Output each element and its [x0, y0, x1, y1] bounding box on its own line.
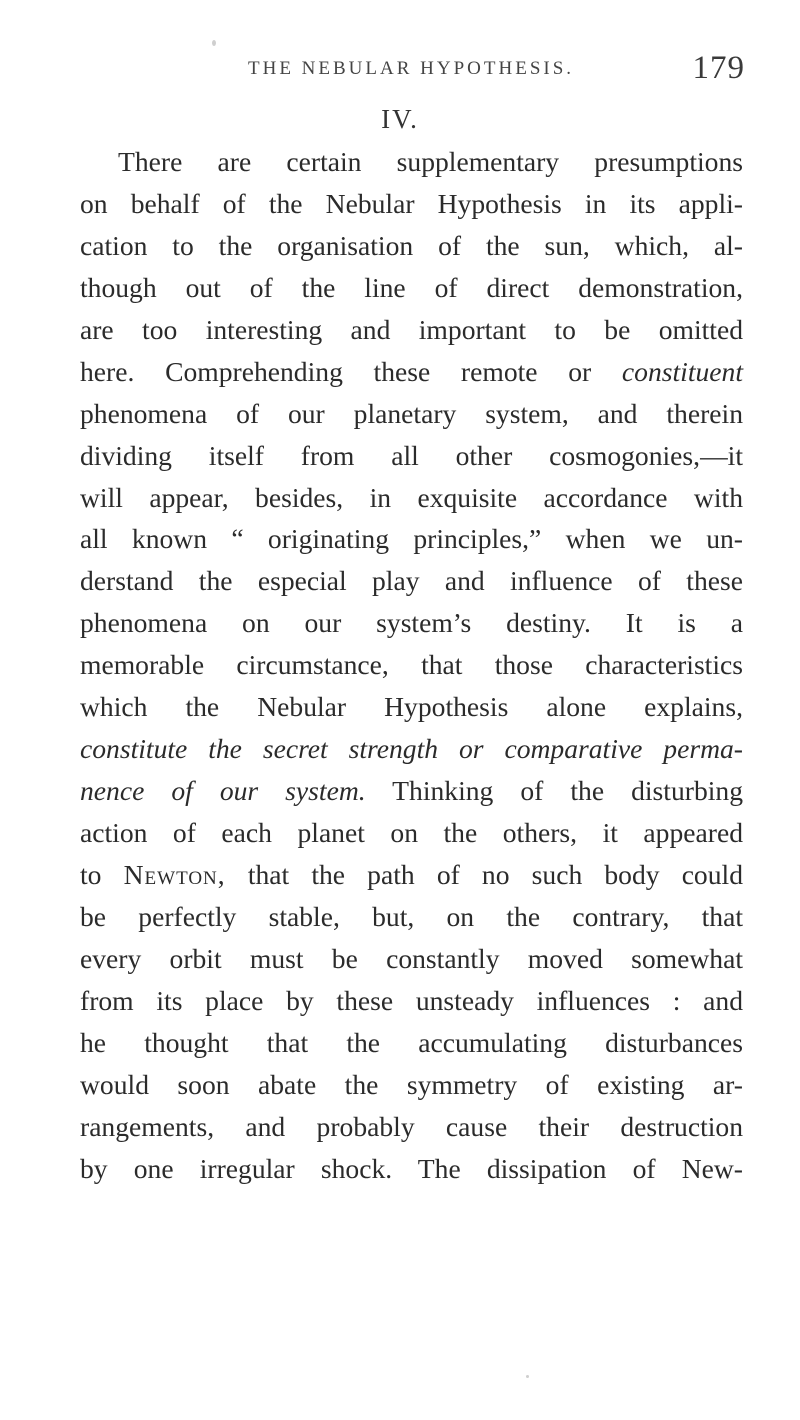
text-line: would soon abate the symmetry of existing ar- [80, 1068, 743, 1100]
paper-speck [526, 1375, 529, 1378]
text-line [80, 770, 743, 812]
text-line: every orbit must be constantly moved somewhat [80, 942, 743, 974]
section-number: IV. [381, 104, 419, 134]
text-segment: here. Comprehending these remote or [80, 355, 592, 387]
text-line: are too interesting and important to be omitted [80, 313, 743, 345]
text-line: all known “ originating principles,” when we un- [80, 523, 743, 555]
text-line: which the Nebular Hypothesis alone explains, [80, 691, 743, 723]
text-line: though out of the line of direct demonstration, [80, 271, 743, 303]
text-line: from its place by these unsteady influences : and [80, 984, 743, 1016]
text-line: cation to the organisation of the sun, which, al- [80, 229, 743, 261]
text-line: by one irregular shock. The dissipation of New- [80, 1152, 743, 1184]
text-line: will appear, besides, in exquisite accordance with [80, 481, 743, 513]
text-line: action of each planet on the others, it appeared [80, 817, 743, 848]
text-line: he thought that the accumulating disturbances [80, 1026, 743, 1058]
text-line [80, 351, 743, 393]
italic-term: constituent [621, 355, 743, 387]
text-segment: that the path of no such body could [247, 858, 743, 890]
text-line: dividing itself from all other cosmogonies,—it [80, 439, 743, 471]
text-line: phenomena of our planetary system, and therein [80, 397, 743, 429]
name-small-caps: Newton, [123, 858, 226, 890]
text-line: rangements, and probably cause their destruction [80, 1110, 743, 1142]
text-line: phenomena on our system’s destiny. It is a [80, 607, 743, 639]
italic-phrase: nence of our system. [80, 775, 366, 807]
text-line-italic: constitute the secret strength or comparative perma- [80, 733, 743, 765]
running-title: THE NEBULAR HYPOTHESIS. [248, 58, 575, 79]
paper-speck [212, 40, 216, 46]
page-number: 179 [692, 50, 745, 86]
text-line: be perfectly stable, but, on the contrary, that [80, 900, 743, 932]
text-line: There are certain supplementary presumptions [118, 146, 743, 177]
text-line [80, 854, 743, 896]
text-line: on behalf of the Nebular Hypothesis in its appli- [80, 187, 743, 219]
text-line: memorable circumstance, that those characteristics [80, 649, 743, 681]
text-line: derstand the especial play and influence of these [80, 565, 743, 597]
body-text [80, 141, 743, 1189]
text-segment: Thinking of the disturbing [392, 775, 743, 807]
text-segment: to [80, 858, 102, 890]
running-head [200, 50, 745, 90]
